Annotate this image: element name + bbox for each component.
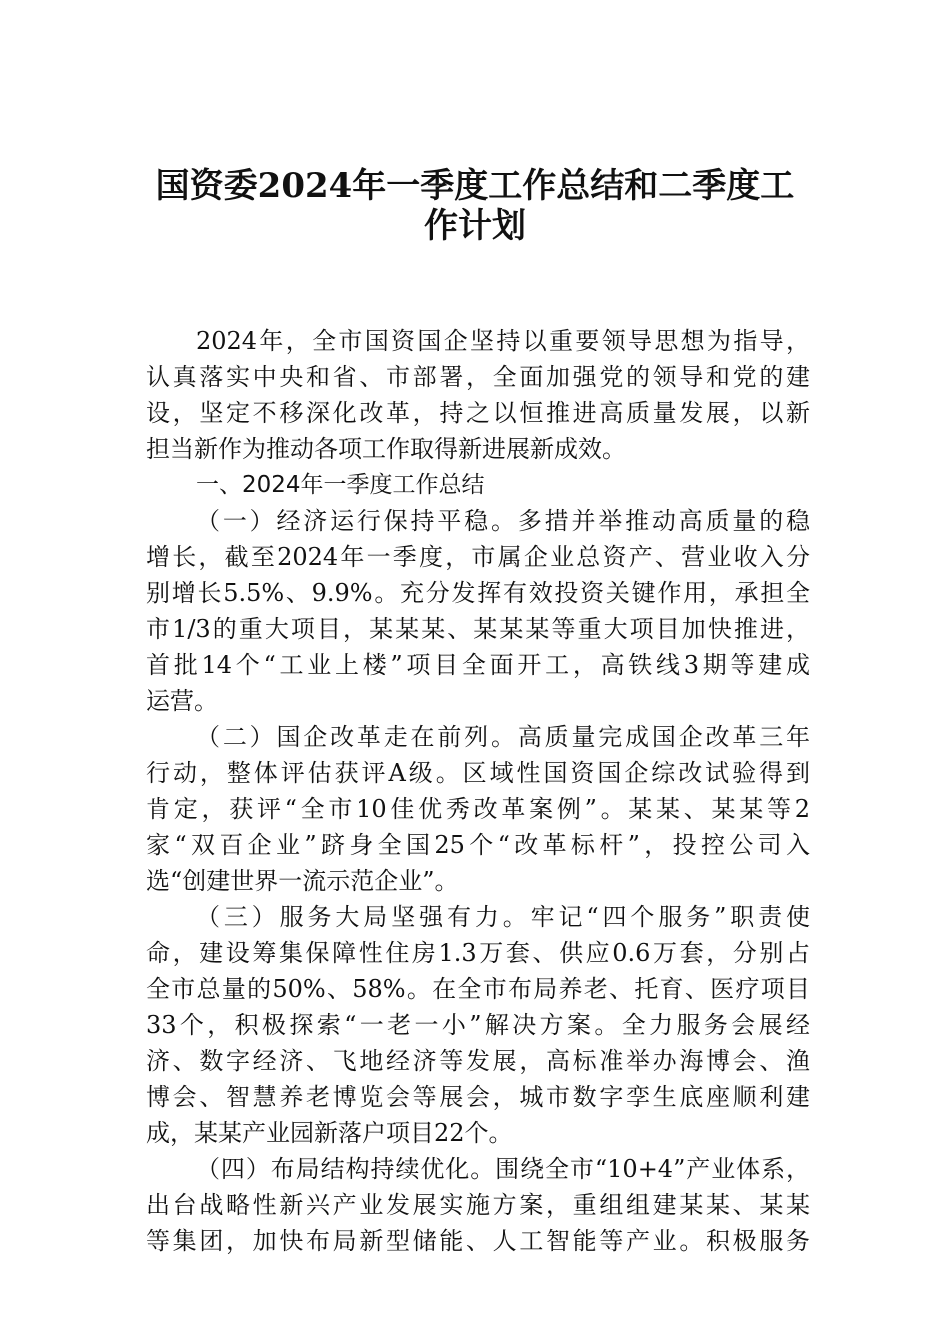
paragraph-2-line: 家“双百企业”跻身全国25个“改革标杆”，投控公司入 [146,831,810,859]
paragraph-4-first-line [196,1154,810,1184]
paragraph-1-first-text: 多措并举推动高质量的稳 [517,507,811,535]
paragraph-2-first-line [196,722,810,752]
paragraph-2-first-text: 高质量完成国企改革三年 [517,723,811,751]
section-heading: 一、2024年一季度工作总结 [196,472,485,498]
paragraph-1-line: 首批14个“工业上楼”项目全面开工，高铁线3期等建成 [146,651,810,679]
paragraph-3-first-line [196,902,810,932]
paragraph-1-line: 别增长5.5%、9.9%。充分发挥有效投资关键作用，承担全 [146,579,810,607]
paragraph-3-line: 命，建设筹集保障性住房1.3万套、供应0.6万套，分别占 [146,939,810,967]
paragraph-3-line: 全市总量的50%、58%。在全市布局养老、托育、医疗项目 [146,975,810,1003]
paragraph-2-line: 肯定，获评“全市10佳优秀改革案例”。某某、某某等2 [146,795,810,823]
paragraph-2-lead: （二）国企改革走在前列。 [196,723,518,751]
paragraph-4-lead: （四）布局结构持续优化。 [196,1155,496,1183]
paragraph-1-first-line [196,506,810,536]
paragraph-1-line: 增长，截至2024年一季度，市属企业总资产、营业收入分 [146,543,810,571]
paragraph-1-line: 市1/3的重大项目，某某某、某某某等重大项目加快推进， [146,615,810,643]
paragraph-4-line: 出台战略性新兴产业发展实施方案，重组组建某某、某某 [146,1191,810,1219]
paragraph-2-line: 选“创建世界一流示范企业”。 [146,867,459,895]
paragraph-2-line: 行动，整体评估获评A级。区域性国资国企综改试验得到 [146,759,810,787]
intro-line: 设，坚定不移深化改革，持之以恒推进高质量发展，以新 [146,399,810,427]
paragraph-3-line: 33个，积极探索“一老一小”解决方案。全力服务会展经 [146,1011,810,1039]
document-title-line-1: 国资委2024年一季度工作总结和二季度工 [155,166,795,206]
document-title-line-2: 作计划 [424,206,526,246]
paragraph-3-line: 成，某某产业园新落户项目22个。 [146,1119,513,1147]
paragraph-1-line: 运营。 [146,687,218,715]
paragraph-3-first-text: 牢记“四个服务”职责使 [530,903,811,931]
intro-line: 担当新作为推动各项工作取得新进展新成效。 [146,435,626,463]
paragraph-3-lead: （三）服务大局坚强有力。 [196,903,531,931]
intro-line: 认真落实中央和省、市部署，全面加强党的领导和党的建 [146,363,810,391]
paragraph-1-lead: （一）经济运行保持平稳。 [196,507,518,535]
paragraph-4-line: 等集团，加快布局新型储能、人工智能等产业。积极服务 [146,1227,810,1255]
intro-line: 2024年，全市国资国企坚持以重要领导思想为指导， [196,327,810,355]
paragraph-3-line: 博会、智慧养老博览会等展会，城市数字孪生底座顺利建 [146,1083,810,1111]
paragraph-3-line: 济、数字经济、飞地经济等发展，高标准举办海博会、渔 [146,1047,810,1075]
paragraph-4-first-text: 围绕全市“10+4”产业体系， [495,1155,810,1183]
